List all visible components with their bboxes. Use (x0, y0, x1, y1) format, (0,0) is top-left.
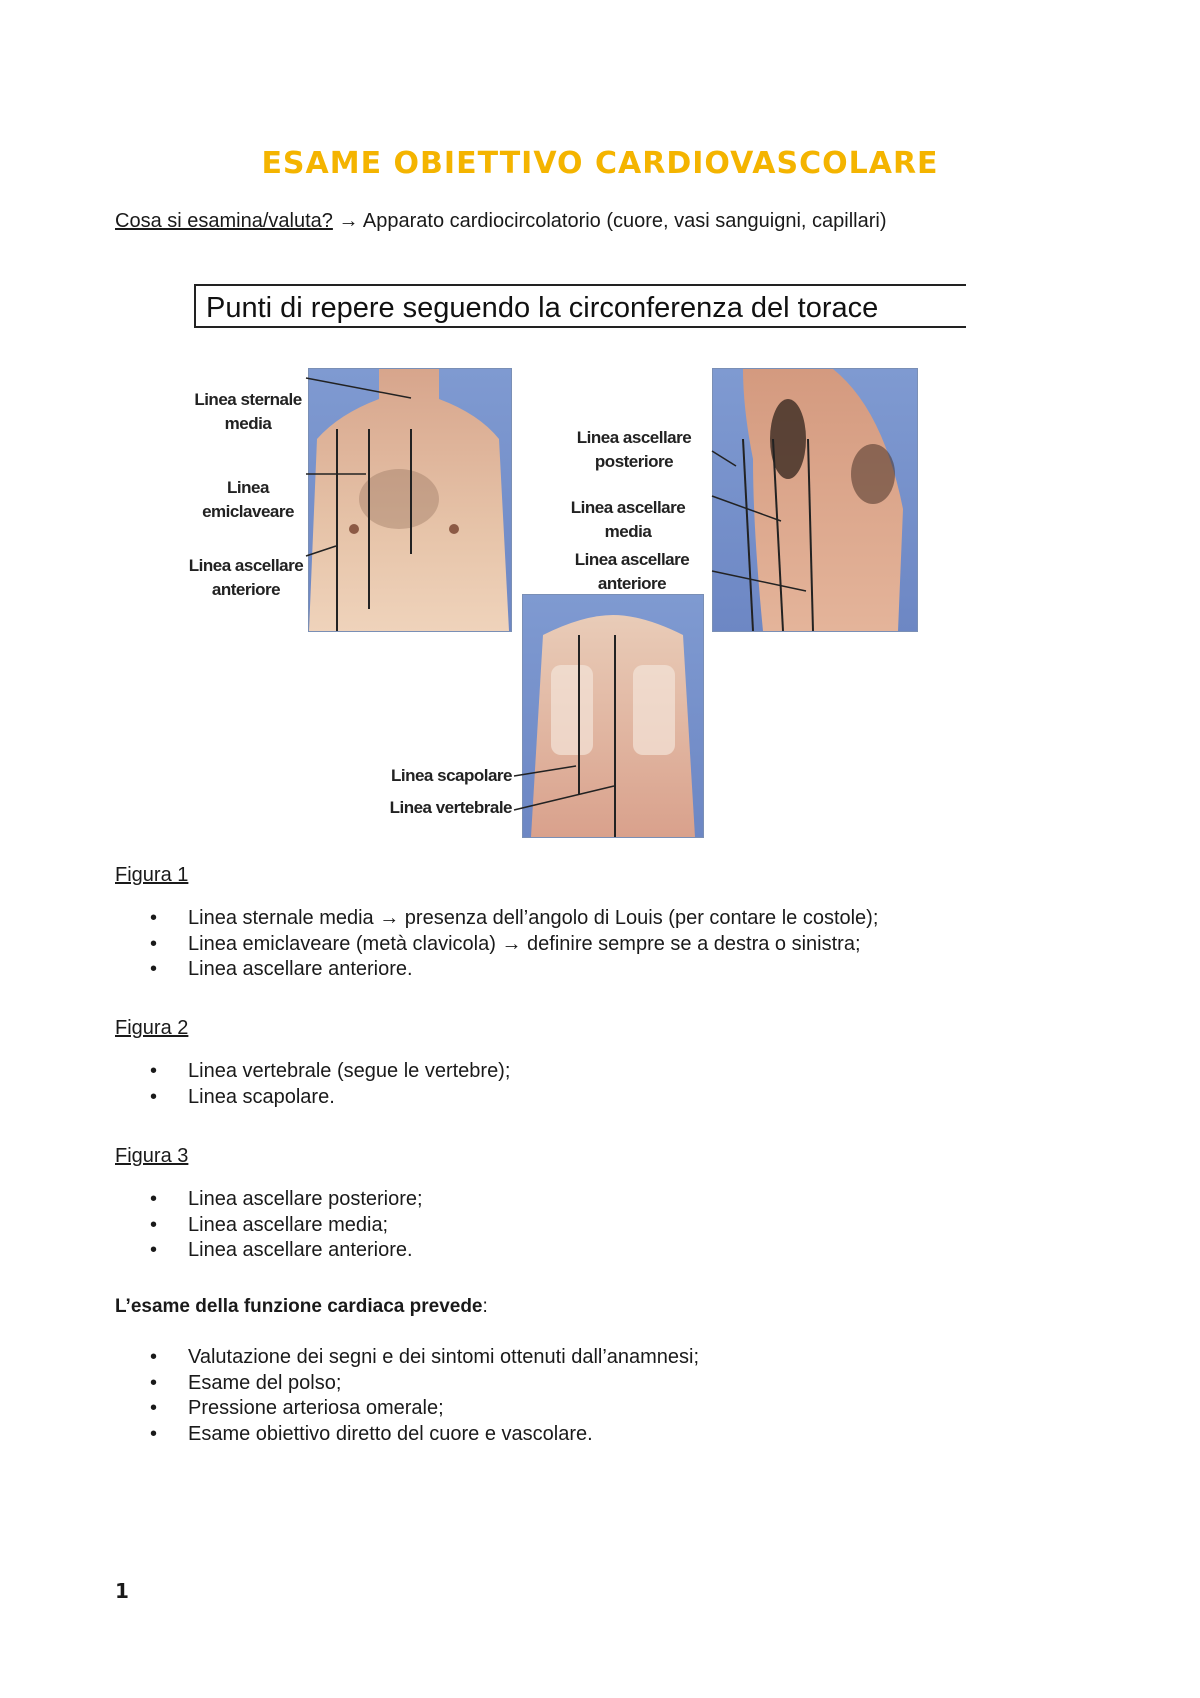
list-item: • Valutazione dei segni e dei sintomi ottenuti dall’anamnesi; (150, 1345, 699, 1371)
list-item: • Esame obiettivo diretto del cuore e vascolare. (150, 1422, 699, 1448)
side-torso-photo (712, 368, 918, 632)
caption-figura-1: Figura 1 (115, 864, 189, 886)
cardiac-heading: L’esame della funzione cardiaca prevede: (115, 1296, 488, 1317)
intro-line (115, 210, 887, 233)
front-torso-photo (308, 368, 512, 632)
list-item: • Linea ascellare anteriore. (150, 1238, 423, 1264)
label-ascellare-media: Linea ascellare media (570, 498, 686, 541)
intro-answer: → Apparato cardiocircolatorio (cuore, vasi sanguigni, capillari) (338, 210, 887, 232)
list-item: • Linea ascellare posteriore; (150, 1187, 423, 1213)
list-cardiac (150, 1345, 699, 1447)
list-item: • Esame del polso; (150, 1371, 699, 1397)
list-figura-2 (150, 1059, 510, 1110)
label-vertebrale: Linea vertebrale (389, 798, 512, 817)
figure-heading: Punti di repere seguendo la circonferenza del torace (194, 284, 966, 328)
label-sternale: Linea sternale media (194, 390, 302, 433)
list-item: • Linea scapolare. (150, 1085, 510, 1111)
label-scapolare: Linea scapolare (390, 766, 512, 785)
label-emiclaveare: Linea emiclaveare (202, 478, 294, 521)
label-ascellare-anteriore-side: Linea ascellare anteriore (574, 550, 690, 593)
back-photo (522, 594, 704, 838)
list-item: • Pressione arteriosa omerale; (150, 1396, 699, 1422)
label-ascellare-posteriore: Linea ascellare posteriore (576, 428, 692, 471)
caption-figura-2: Figura 2 (115, 1017, 189, 1039)
page-title: ESAME OBIETTIVO CARDIOVASCOLARE (261, 146, 939, 181)
list-item: • Linea emiclaveare (metà clavicola) → definire sempre se a destra o sinistra; (150, 932, 878, 958)
label-ascellare-anteriore-front: Linea ascellare anteriore (188, 556, 304, 599)
caption-figura-3: Figura 3 (115, 1145, 189, 1167)
list-item: • Linea ascellare anteriore. (150, 957, 878, 983)
intro-question: Cosa si esamina/valuta? (115, 210, 333, 232)
list-item: • Linea ascellare media; (150, 1213, 423, 1239)
list-item: • Linea sternale media → presenza dell’angolo di Louis (per contare le costole); (150, 906, 878, 932)
list-figura-3 (150, 1187, 423, 1264)
page-number: 1 (115, 1579, 129, 1603)
anatomy-figure (176, 266, 956, 838)
list-item: • Linea vertebrale (segue le vertebre); (150, 1059, 510, 1085)
list-figura-1 (150, 906, 878, 983)
